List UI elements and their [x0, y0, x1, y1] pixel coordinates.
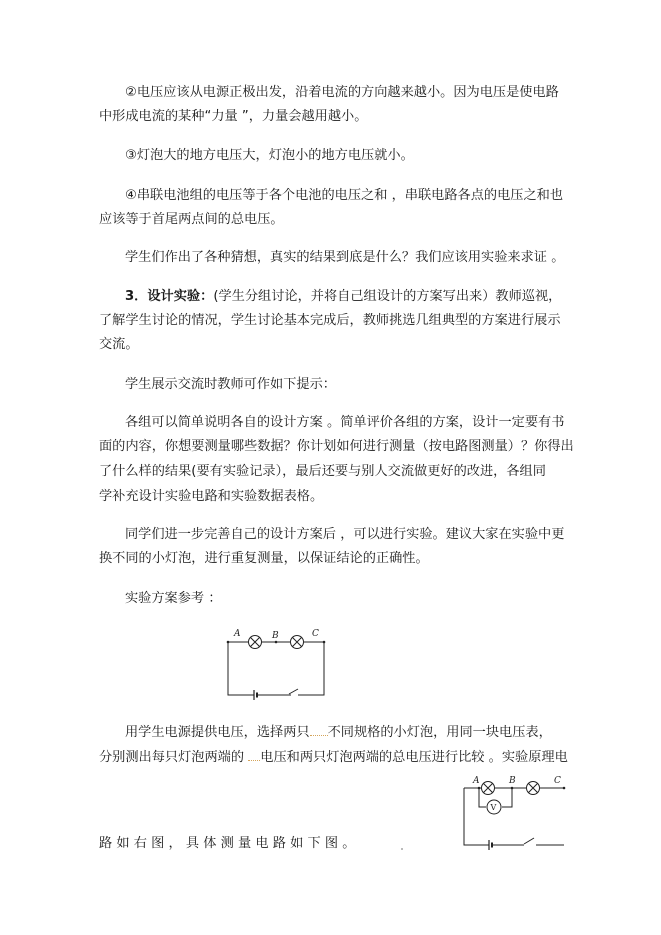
lamp-1-icon	[482, 782, 495, 795]
method-text-1b: 不同规格的小灯泡，用同一块电压表，	[327, 725, 552, 740]
paragraph-group-plans-2: 面的内容，你想要测量哪些数据？你计划如何进行测量（按电路图测量）？你得出	[99, 439, 574, 454]
point-label-a: A	[234, 629, 241, 639]
switch-icon	[289, 689, 301, 695]
lamp-2-icon	[527, 782, 540, 795]
measurement-circuit-diagram	[464, 775, 574, 855]
section-design-experiment-3: 交流。	[99, 337, 139, 352]
paragraph-teacher-hint: 学生展示交流时教师可作如下提示：	[125, 377, 336, 392]
battery-icon	[486, 840, 524, 850]
paragraph-method-2	[99, 746, 569, 771]
section-design-experiment-2: 了解学生讨论的情况，学生讨论基本完成后，教师挑选几组典型的方案进行展示	[99, 313, 561, 328]
point-label-a: A	[473, 776, 480, 786]
paragraph-improve-plan-2: 换不同的小灯泡，进行重复测量，以保证结论的正确性。	[99, 551, 429, 566]
paragraph-series-battery-2: 应该等于首尾两点间的总电压。	[99, 212, 284, 227]
paragraph-series-battery-1: ④串联电池组的电压等于各个电池的电压之和 ，串联电路各点的电压之和也	[125, 188, 564, 203]
paragraph-group-plans-4: 学补充设计实验电路和实验数据表格。	[99, 489, 324, 504]
battery-icon	[251, 690, 291, 700]
point-label-b: B	[509, 776, 516, 786]
paragraph-guesses: 学生们作出了各种猜想，真实的结果到底是什么？我们应该用实验来求证 。	[125, 250, 565, 265]
paragraph-group-plans-1: 各组可以简单说明各自的设计方案 。简单评价各组的方案，设计一定要有书	[125, 415, 565, 430]
point-label-c: C	[554, 776, 561, 786]
series-circuit-diagram	[226, 628, 336, 698]
blank-fill	[310, 734, 328, 736]
point-label-c: C	[312, 629, 319, 639]
section-design-experiment-1	[99, 285, 569, 310]
paragraph-method-3: 路 如 右 图 ， 具 体 测 量 电 路 如 下 图 。	[99, 836, 356, 851]
paragraph-method-1	[99, 721, 569, 746]
lamp-2-icon	[291, 636, 304, 649]
method-text-2a: 分别测出每只灯泡两端的	[99, 750, 249, 765]
voltmeter-label: V	[490, 803, 497, 812]
method-text-1a: 用学生电源提供电压，选择两只	[125, 725, 310, 740]
section-text: (学生分组讨论，并将自己组设计的方案写出来）教师巡视，	[213, 289, 562, 304]
paragraph-plan-reference: 实验方案参考 ：	[125, 591, 222, 606]
paragraph-bulb-size: ③灯泡大的地方电压大，灯泡小的地方电压就小。	[125, 148, 414, 163]
paragraph-group-plans-3: 了什么样的结果(要有实验记录），最后还要与别人交流做更好的改进，各组同	[99, 464, 546, 479]
blank-fill-2	[248, 759, 260, 761]
method-text-2b: 电压和两只灯泡两端的总电压进行比较 。实验原理电	[260, 750, 568, 765]
paragraph-voltage-decreases-1: ②电压应该从电源正极出发，沿着电流的方向越来越小。因为电压是使电路	[125, 85, 559, 100]
section-heading: 3．设计实验：	[125, 289, 214, 304]
paragraph-improve-plan-1: 同学们进一步完善自己的设计方案后 ，可以进行实验。建议大家在实验中更	[125, 527, 565, 542]
paragraph-voltage-decreases-2: 中形成电流的某种“力量 ”，力量会越用越小。	[99, 109, 368, 124]
stray-mark	[401, 848, 403, 850]
point-label-b: B	[272, 631, 279, 641]
lamp-1-icon	[249, 636, 262, 649]
switch-icon	[524, 838, 564, 845]
